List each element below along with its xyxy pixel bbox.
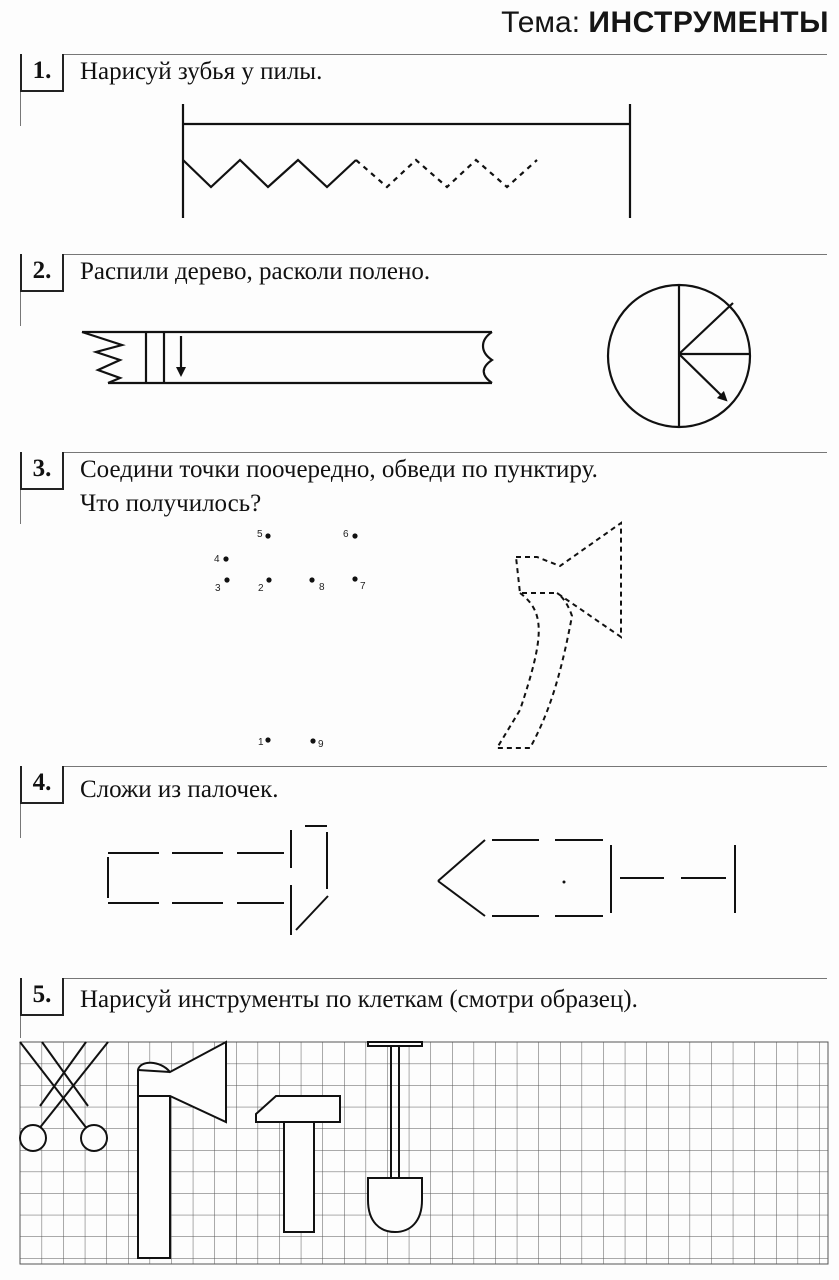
dot-label: 1 (258, 737, 264, 748)
task-text: Нарисуй инструменты по клеткам (смотри образец). (80, 986, 638, 1013)
saw-drawing (183, 104, 630, 218)
axe-dashed-drawing (497, 523, 621, 748)
task-number: 4. (20, 766, 64, 804)
task-number: 3. (20, 452, 64, 490)
task-number: 5. (20, 978, 64, 1016)
dot-label: 2 (258, 583, 264, 594)
task-number: 2. (20, 254, 64, 292)
dot-label: 4 (214, 554, 220, 565)
topic-title: ИНСТРУМЕНТЫ (588, 6, 829, 39)
hammer-sticks (108, 826, 328, 935)
task-text-line2: Что получилось? (80, 490, 262, 517)
topic-prefix: Тема: (501, 6, 581, 39)
wood-round-drawing (608, 285, 750, 427)
task-text: Распили дерево, расколи полено. (80, 258, 431, 285)
task-text: Соедини точки поочередно, обведи по пунктиру. (80, 456, 598, 483)
shovel-sticks (438, 840, 735, 916)
log-drawing (82, 332, 492, 383)
dot-label: 8 (319, 582, 325, 593)
dot-puzzle (214, 529, 366, 750)
dot-label: 3 (215, 583, 221, 594)
dot-label: 7 (360, 581, 366, 592)
task-text: Сложи из палочек. (80, 776, 279, 803)
dot-label: 5 (257, 529, 263, 540)
task-text: Нарисуй зубья у пилы. (80, 58, 323, 85)
dot-label: 9 (318, 739, 324, 750)
dot-label: 6 (343, 529, 349, 540)
task-number: 1. (20, 54, 64, 92)
